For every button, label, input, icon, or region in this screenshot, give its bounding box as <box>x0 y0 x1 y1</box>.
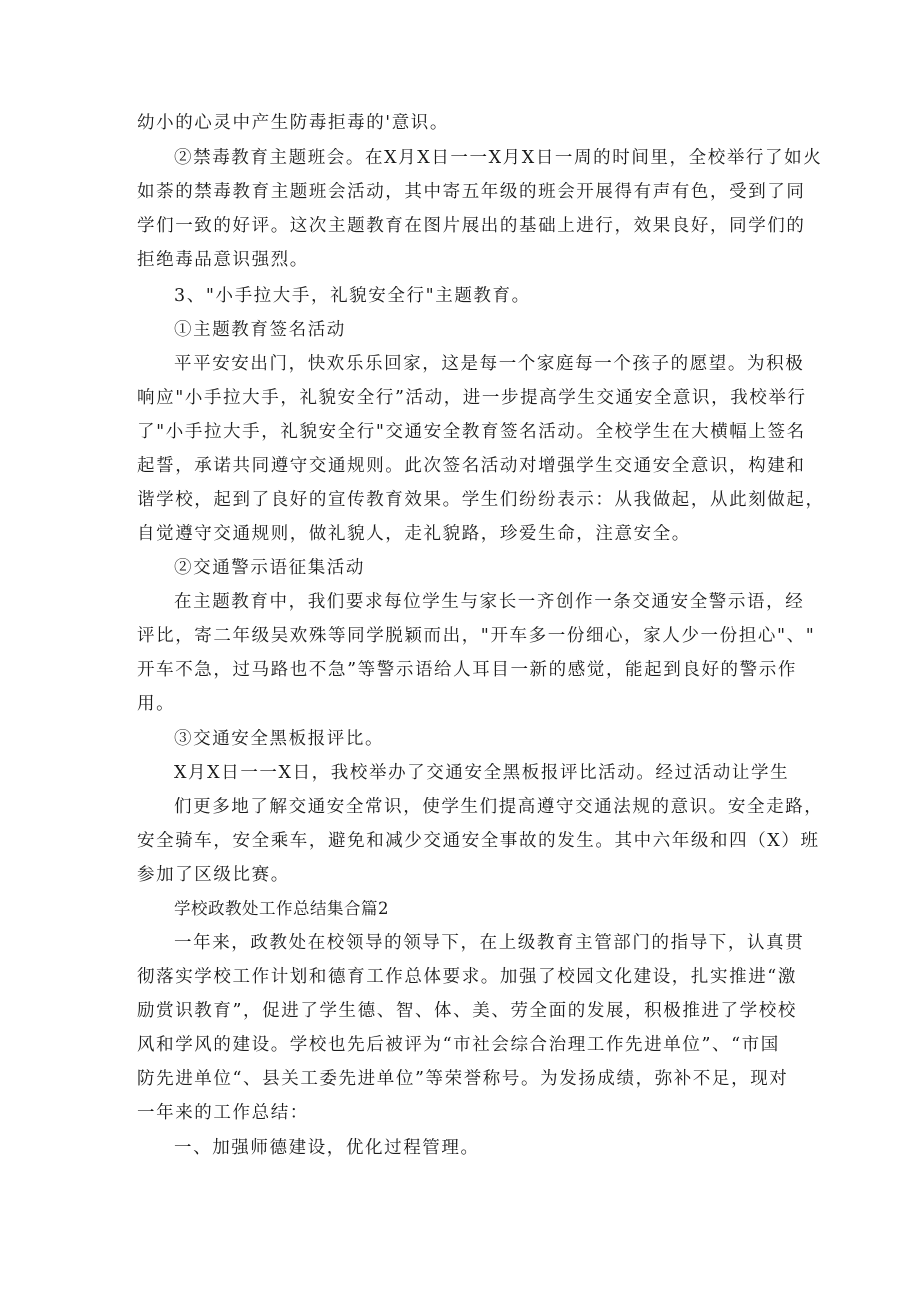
paragraph-line: 励赏识教育”，促进了学生德、智、体、美、劳全面的发展，积极推进了学校校 <box>137 1001 797 1021</box>
paragraph-line: 拒绝毒品意识强烈。 <box>137 250 309 270</box>
paragraph-line: 一年来的工作总结： <box>137 1103 309 1123</box>
paragraph-line: 在主题教育中，我们要求每位学生与家长一齐创作一条交通安全警示语，经 <box>174 592 805 612</box>
paragraph-line: 如荼的禁毒教育主题班会活动，其中寄五年级的班会开展得有声有色，受到了同 <box>137 182 806 202</box>
section-heading: 3、"小手拉大手，礼貌安全行"主题教育。 <box>174 286 531 306</box>
paragraph-line: 学们一致的好评。这次主题教育在图片展出的基础上进行，效果良好，同学们的 <box>137 216 806 236</box>
paragraph-line: 防先进单位“、县关工委先进单位”等荣誉称号。为发扬成绩，弥补不足，现对 <box>137 1069 789 1089</box>
subsection-heading: ③交通安全黑板报评比。 <box>174 729 385 749</box>
paragraph-line: 评比，寄二年级吴欢殊等同学脱颖而出，"开车多一份细心，家人少一份担心"、" <box>137 626 816 646</box>
paragraph-line: 彻落实学校工作计划和德育工作总体要求。加强了校园文化建设，扎实推进“激 <box>137 967 797 987</box>
paragraph-line: 风和学风的建设。学校也先后被评为“市社会综合治理工作先进单位”、“市国 <box>137 1035 780 1055</box>
paragraph-line: 用。 <box>137 694 176 714</box>
paragraph-line: X月X日一一X日，我校举办了交通安全黑板报评比活动。经过活动让学生 <box>174 763 790 783</box>
section-heading: 一、加强师德建设，优化过程管理。 <box>174 1138 480 1158</box>
paragraph-line: 平平安安出门，快欢乐乐回家，这是每一个家庭每一个孩子的愿望。为积极 <box>174 354 805 374</box>
paragraph-line: ②禁毒教育主题班会。在X月X日一一X月X日一周的时间里，全校举行了如火 <box>174 148 823 168</box>
paragraph-line: 响应"小手拉大手，礼貌安全行”活动，进一步提高学生交通安全意识，我校举行 <box>137 388 807 408</box>
paragraph-line: 开车不急，过马路也不急”等警示语给人耳目一新的感觉，能起到良好的警示作 <box>137 660 797 680</box>
article-title: 学校政教处工作总结集合篇2 <box>174 899 389 918</box>
paragraph-line: 一年来，政教处在校领导的领导下，在上级教育主管部门的指导下，认真贯 <box>174 933 805 953</box>
paragraph-line: 了"小手拉大手，礼貌安全行"交通安全教育签名活动。全校学生在大横幅上签名 <box>137 422 806 442</box>
paragraph-line: 自觉遵守交通规则，做礼貌人，走礼貌路，珍爱生命，注意安全。 <box>137 524 691 544</box>
paragraph-line: 谐学校，起到了良好的宣传教育效果。学生们纷纷表示：从我做起，从此刻做起， <box>137 490 825 510</box>
subsection-heading: ①主题教育签名活动 <box>174 320 346 340</box>
subsection-heading: ②交通警示语征集活动 <box>174 558 365 578</box>
paragraph-line: 参加了区级比赛。 <box>137 865 290 885</box>
paragraph-line: 起誓，承诺共同遵守交通规则。此次签名活动对增强学生交通安全意识，构建和 <box>137 456 806 476</box>
paragraph-line: 们更多地了解交通安全常识，使学生们提高遵守交通法规的意识。安全走路， <box>174 797 824 817</box>
paragraph-line: 安全骑车，安全乘车，避免和减少交通安全事故的发生。其中六年级和四（X）班 <box>137 831 820 851</box>
paragraph-line: 幼小的心灵中产生防毒拒毒的'意识。 <box>137 113 450 133</box>
